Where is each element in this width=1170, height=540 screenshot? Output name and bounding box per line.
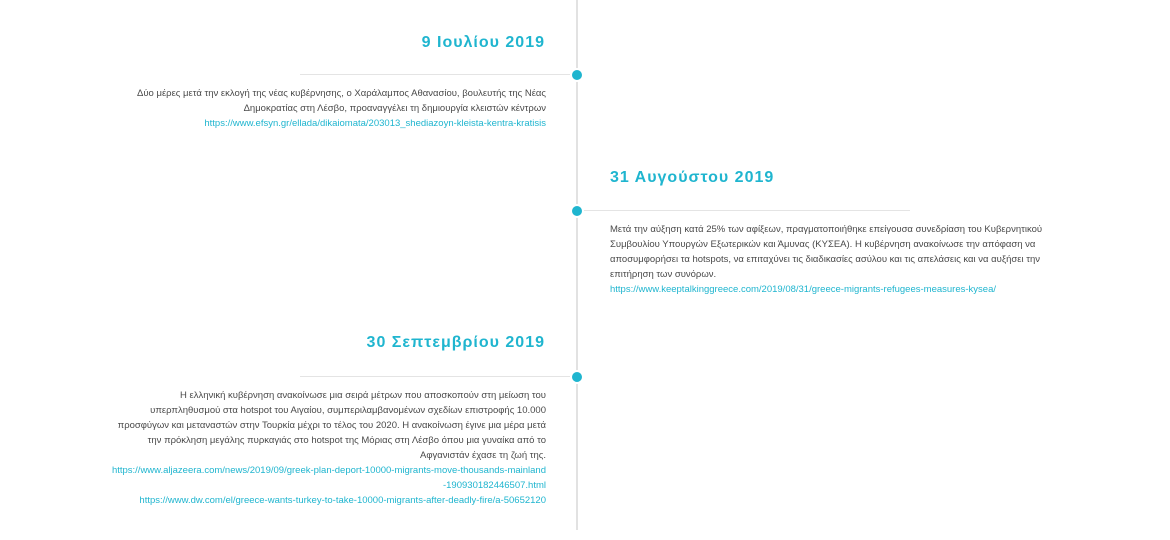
event-text-1: Δύο μέρες μετά την εκλογή της νέας κυβέρνησης, ο Χαράλαμπος Αθανασίου, βουλευτής της Νέας Δημοκρατίας στη Λέσβο, προαναγγέλει τη δημιουργία κλειστών κέντρων [137,88,546,114]
event-description-1 [110,86,546,131]
event-text-3: Η ελληνική κυβέρνηση ανακοίνωσε μια σειρά μέτρων που αποσκοπούν στη μείωση του υπερπληθυσμού στα hotspot του Αιγαίου, συμπεριλαμβανομένων σχεδίων επιστροφής 10.000 προσφύγων και μεταναστών στην Τουρκία μέχρι το τέλος του 2020. Η ανακοίνωση έγινε μια μέρα μετά την πρόκληση μεγάλης πυρκαγιάς στο hotspot της Μόριας στη Λέσβο όπου μια γυναίκα από το Αφγανιστάν έχασε τη ζωή της. [117,390,546,461]
event-source-link-1a[interactable]: https://www.efsyn.gr/ellada/dikaiomata/203013_shediazoyn-kleista-kentra-kratisis [204,118,546,129]
event-date-1: 9 Ιουλίου 2019 [421,34,545,51]
event-date-2: 31 Αυγούστου 2019 [610,169,775,186]
event-divider-1 [300,74,576,75]
event-text-2: Μετά την αύξηση κατά 25% των αφίξεων, πραγματοποιήθηκε επείγουσα συνεδρίαση του Κυβερνητικού Συμβουλίου Υπουργών Εξωτερικών και Άμυνας (ΚΥΣΕΑ). Η κυβέρνηση ανακοίνωσε την απόφαση να αποσυμφορήσει τα hotspots, να επιταχύνει τις διαδικασίες ασύλου και τις απελάσεις και να αυξήσει την επιτήρηση των συνόρων. [610,224,1043,280]
event-divider-3 [300,376,576,377]
timeline-dot-3 [570,370,584,384]
event-source-link-2a[interactable]: https://www.keeptalkinggreece.com/2019/08/31/greece-migrants-refugees-measures-kysea/ [610,284,996,295]
event-source-link-3b[interactable]: https://www.dw.com/el/greece-wants-turkey-to-take-10000-migrants-after-deadly-fire/a-50652120 [139,495,546,506]
timeline-dot-2 [570,204,584,218]
event-description-2 [610,222,1050,297]
event-date-3: 30 Σεπτεμβρίου 2019 [366,334,545,351]
event-divider-2 [578,210,910,211]
event-description-3 [110,388,546,508]
timeline-dot-1 [570,68,584,82]
event-source-link-3a[interactable]: https://www.aljazeera.com/news/2019/09/greek-plan-deport-10000-migrants-move-thousands-mainland-190930182446507.html [111,465,546,491]
